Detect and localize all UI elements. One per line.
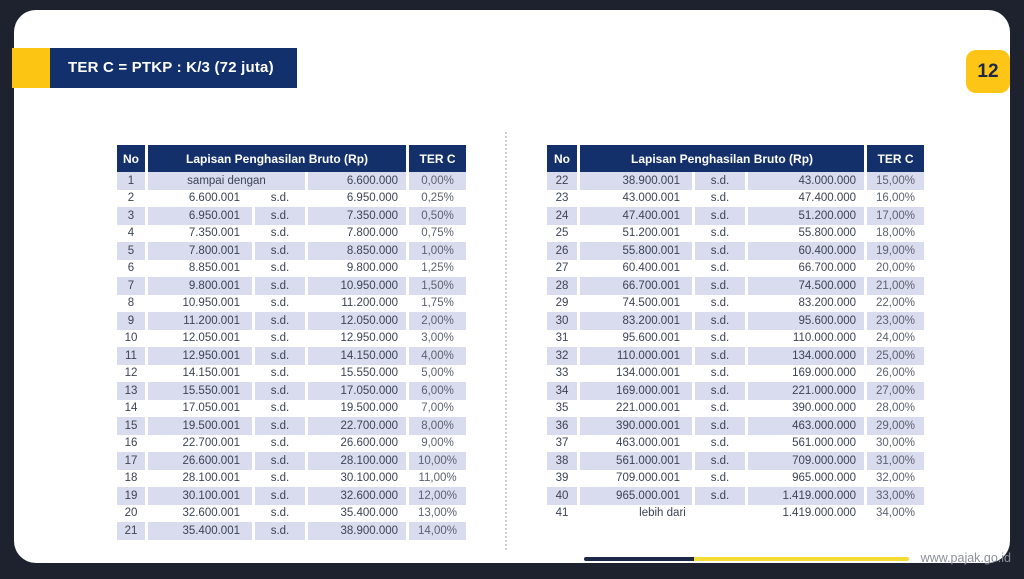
table-row bbox=[117, 330, 466, 348]
cell-range-to: 35.400.000 bbox=[340, 507, 399, 520]
page-title: TER C = PTKP : K/3 (72 juta) bbox=[50, 48, 297, 88]
cell-row-number: 11 bbox=[117, 347, 145, 365]
table-row bbox=[547, 452, 924, 470]
cell-row-number: 2 bbox=[127, 192, 135, 205]
cell-rate: 29,00% bbox=[867, 417, 924, 435]
table-row bbox=[117, 505, 466, 523]
cell-range-label: lebih dari bbox=[639, 507, 686, 520]
cell-range-to: 60.400.000 bbox=[748, 242, 864, 260]
cell-range-from: 221.000.001 bbox=[616, 402, 680, 415]
cell-range-to: 74.500.000 bbox=[748, 277, 864, 295]
cell-rate: 12,00% bbox=[409, 487, 466, 505]
cell-range-to: 390.000.000 bbox=[792, 402, 857, 415]
cell-rate: 31,00% bbox=[867, 452, 924, 470]
table-row bbox=[117, 487, 466, 505]
cell-range-from: 8.850.001 bbox=[188, 262, 240, 275]
table-row bbox=[547, 487, 924, 505]
cell-rate: 1,00% bbox=[409, 242, 466, 260]
cell-row-number: 5 bbox=[117, 242, 145, 260]
table-row bbox=[117, 522, 466, 540]
cell-range-from: 43.000.001 bbox=[622, 192, 680, 205]
table-row bbox=[547, 172, 924, 190]
cell-rate: 6,00% bbox=[409, 382, 466, 400]
cell-rate: 25,00% bbox=[867, 347, 924, 365]
cell-rate: 34,00% bbox=[876, 507, 916, 520]
cell-range-from: 51.200.001 bbox=[622, 227, 680, 240]
cell-range-from: 7.800.001 bbox=[148, 242, 252, 260]
cell-range-separator: s.d. bbox=[255, 242, 305, 260]
cell-rate: 0,25% bbox=[421, 192, 454, 205]
cell-rate: 23,00% bbox=[867, 312, 924, 330]
title-accent-square bbox=[12, 48, 50, 88]
cell-range-separator: s.d. bbox=[270, 472, 290, 485]
footer-accent-line-yellow bbox=[694, 557, 909, 561]
cell-range-from: 32.600.001 bbox=[182, 507, 240, 520]
cell-row-number: 28 bbox=[547, 277, 577, 295]
cell-range-to: 463.000.000 bbox=[748, 417, 864, 435]
table-row bbox=[117, 382, 466, 400]
cell-rate: 13,00% bbox=[418, 507, 458, 520]
cell-range-to: 110.000.000 bbox=[792, 332, 857, 345]
cell-rate: 21,00% bbox=[867, 277, 924, 295]
cell-range-to: 22.700.000 bbox=[308, 417, 406, 435]
table-row bbox=[117, 277, 466, 295]
table-row bbox=[547, 417, 924, 435]
cell-range-separator: s.d. bbox=[695, 277, 745, 295]
cell-range-separator: s.d. bbox=[695, 382, 745, 400]
cell-range-from: 74.500.001 bbox=[622, 297, 680, 310]
table-row bbox=[117, 260, 466, 278]
table-row bbox=[547, 277, 924, 295]
header-range: Lapisan Penghasilan Bruto (Rp) bbox=[148, 145, 406, 172]
cell-row-number: 10 bbox=[124, 332, 138, 345]
cell-range-separator: s.d. bbox=[255, 207, 305, 225]
cell-range-to: 965.000.000 bbox=[792, 472, 857, 485]
cell-range-from: 95.600.001 bbox=[622, 332, 680, 345]
cell-row-number: 20 bbox=[124, 507, 138, 520]
cell-row-number: 38 bbox=[547, 452, 577, 470]
cell-row-number: 25 bbox=[555, 227, 569, 240]
cell-range-from: 47.400.001 bbox=[580, 207, 692, 225]
cell-rate: 15,00% bbox=[867, 172, 924, 190]
cell-range-separator: s.d. bbox=[695, 312, 745, 330]
cell-row-number: 3 bbox=[117, 207, 145, 225]
slide-card bbox=[14, 10, 1010, 563]
cell-range-from: 28.100.001 bbox=[182, 472, 240, 485]
cell-rate: 33,00% bbox=[867, 487, 924, 505]
cell-rate: 4,00% bbox=[409, 347, 466, 365]
cell-range-separator: s.d. bbox=[255, 382, 305, 400]
table-row bbox=[547, 400, 924, 418]
cell-range-from: 6.950.001 bbox=[148, 207, 252, 225]
cell-row-number: 30 bbox=[547, 312, 577, 330]
cell-row-number: 4 bbox=[127, 227, 135, 240]
cell-range-separator: s.d. bbox=[255, 347, 305, 365]
cell-rate: 19,00% bbox=[867, 242, 924, 260]
cell-row-number: 16 bbox=[124, 437, 138, 450]
cell-rate: 0,50% bbox=[409, 207, 466, 225]
cell-range-separator: s.d. bbox=[270, 402, 290, 415]
cell-range-separator: s.d. bbox=[710, 367, 730, 380]
cell-row-number: 39 bbox=[555, 472, 569, 485]
table-row bbox=[117, 347, 466, 365]
cell-range-label: sampai dengan bbox=[148, 172, 305, 190]
cell-row-number: 14 bbox=[124, 402, 138, 415]
cell-rate: 10,00% bbox=[409, 452, 466, 470]
cell-row-number: 32 bbox=[547, 347, 577, 365]
table-header-row bbox=[117, 145, 466, 172]
cell-range-separator: s.d. bbox=[270, 507, 290, 520]
table-row bbox=[117, 365, 466, 383]
cell-rate: 1,75% bbox=[421, 297, 454, 310]
cell-range-from: 12.050.001 bbox=[182, 332, 240, 345]
cell-range-from: 38.900.001 bbox=[580, 172, 692, 190]
bracket-table-left bbox=[114, 145, 466, 540]
cell-rate: 7,00% bbox=[421, 402, 454, 415]
cell-range-from: 14.150.001 bbox=[182, 367, 240, 380]
cell-range-from: 11.200.001 bbox=[148, 312, 252, 330]
cell-range-separator: s.d. bbox=[710, 402, 730, 415]
cell-row-number: 36 bbox=[547, 417, 577, 435]
table-row bbox=[117, 417, 466, 435]
cell-row-number: 34 bbox=[547, 382, 577, 400]
table-row bbox=[547, 260, 924, 278]
header-no: No bbox=[547, 145, 577, 172]
table-row bbox=[547, 312, 924, 330]
cell-range-separator: s.d. bbox=[710, 262, 730, 275]
cell-row-number: 27 bbox=[555, 262, 569, 275]
cell-range-from: 169.000.001 bbox=[580, 382, 692, 400]
table-row bbox=[117, 225, 466, 243]
table-row bbox=[117, 452, 466, 470]
cell-range-to: 8.850.000 bbox=[308, 242, 406, 260]
cell-rate: 24,00% bbox=[876, 332, 916, 345]
table-header bbox=[547, 145, 924, 172]
cell-range-to: 32.600.000 bbox=[308, 487, 406, 505]
cell-range-to: 7.350.000 bbox=[308, 207, 406, 225]
cell-rate: 3,00% bbox=[421, 332, 454, 345]
cell-row-number: 29 bbox=[555, 297, 569, 310]
cell-range-to: 6.950.000 bbox=[346, 192, 399, 205]
table-row bbox=[547, 242, 924, 260]
cell-range-from: 390.000.001 bbox=[580, 417, 692, 435]
cell-row-number: 26 bbox=[547, 242, 577, 260]
table-row bbox=[117, 435, 466, 453]
table-row bbox=[117, 295, 466, 313]
cell-range-separator: s.d. bbox=[255, 452, 305, 470]
table-row bbox=[547, 330, 924, 348]
cell-row-number: 21 bbox=[117, 522, 145, 540]
cell-range-separator: s.d. bbox=[710, 192, 730, 205]
table-row bbox=[547, 225, 924, 243]
cell-rate: 28,00% bbox=[876, 402, 916, 415]
cell-range-from: 12.950.001 bbox=[148, 347, 252, 365]
header-range: Lapisan Penghasilan Bruto (Rp) bbox=[580, 145, 864, 172]
cell-range-separator: s.d. bbox=[710, 472, 730, 485]
cell-range-to: 19.500.000 bbox=[340, 402, 399, 415]
table-row bbox=[117, 190, 466, 208]
cell-range-to: 38.900.000 bbox=[308, 522, 406, 540]
cell-row-number: 24 bbox=[547, 207, 577, 225]
cell-range-separator: s.d. bbox=[255, 312, 305, 330]
cell-range-to: 1.419.000.000 bbox=[748, 487, 864, 505]
cell-range-to: 15.550.000 bbox=[340, 367, 399, 380]
cell-range-from: 55.800.001 bbox=[580, 242, 692, 260]
cell-range-separator: s.d. bbox=[710, 332, 730, 345]
cell-range-to: 95.600.000 bbox=[748, 312, 864, 330]
cell-rate: 14,00% bbox=[409, 522, 466, 540]
cell-range-separator: s.d. bbox=[270, 262, 290, 275]
header-rate: TER C bbox=[409, 145, 466, 172]
cell-range-to: 30.100.000 bbox=[340, 472, 399, 485]
cell-range-to: 561.000.000 bbox=[792, 437, 857, 450]
cell-range-to: 7.800.000 bbox=[346, 227, 399, 240]
cell-range-separator: s.d. bbox=[270, 332, 290, 345]
cell-row-number: 40 bbox=[547, 487, 577, 505]
cell-rate: 1,25% bbox=[421, 262, 454, 275]
cell-rate: 2,00% bbox=[409, 312, 466, 330]
cell-range-to: 9.800.000 bbox=[346, 262, 399, 275]
cell-rate: 26,00% bbox=[876, 367, 916, 380]
cell-range-to: 47.400.000 bbox=[798, 192, 857, 205]
cell-rate: 0,75% bbox=[421, 227, 454, 240]
cell-row-number: 19 bbox=[117, 487, 145, 505]
cell-rate: 16,00% bbox=[876, 192, 916, 205]
cell-row-number: 9 bbox=[117, 312, 145, 330]
table-row bbox=[547, 295, 924, 313]
cell-rate: 11,00% bbox=[418, 472, 457, 485]
cell-range-separator: s.d. bbox=[270, 192, 290, 205]
cell-range-to: 6.600.000 bbox=[308, 172, 406, 190]
table-header bbox=[117, 145, 466, 172]
cell-rate: 9,00% bbox=[421, 437, 454, 450]
cell-row-number: 37 bbox=[555, 437, 569, 450]
cell-range-from: 15.550.001 bbox=[148, 382, 252, 400]
cell-row-number: 18 bbox=[124, 472, 138, 485]
bracket-table bbox=[544, 145, 927, 522]
page-number-badge: 12 bbox=[966, 50, 1010, 93]
cell-range-from: 17.050.001 bbox=[182, 402, 240, 415]
cell-range-separator: s.d. bbox=[695, 172, 745, 190]
cell-range-to: 28.100.000 bbox=[308, 452, 406, 470]
cell-row-number: 41 bbox=[555, 507, 569, 520]
table-row bbox=[547, 435, 924, 453]
table-row bbox=[117, 207, 466, 225]
cell-rate: 17,00% bbox=[867, 207, 924, 225]
table-row bbox=[547, 365, 924, 383]
cell-range-from: 83.200.001 bbox=[580, 312, 692, 330]
cell-range-separator: s.d. bbox=[695, 487, 745, 505]
cell-range-from: 134.000.001 bbox=[616, 367, 680, 380]
cell-rate: 30,00% bbox=[876, 437, 916, 450]
cell-row-number: 23 bbox=[555, 192, 569, 205]
cell-range-to: 169.000.000 bbox=[792, 367, 857, 380]
cell-range-separator: s.d. bbox=[270, 367, 290, 380]
cell-row-number: 12 bbox=[124, 367, 138, 380]
cell-range-to: 11.200.000 bbox=[341, 297, 399, 310]
header-no: No bbox=[117, 145, 145, 172]
cell-range-separator: s.d. bbox=[710, 297, 730, 310]
cell-range-from: 22.700.001 bbox=[182, 437, 240, 450]
cell-rate: 20,00% bbox=[876, 262, 916, 275]
footer-accent-line-navy bbox=[584, 557, 694, 561]
cell-range-to: 26.600.000 bbox=[340, 437, 399, 450]
cell-range-separator: s.d. bbox=[255, 277, 305, 295]
cell-range-separator: s.d. bbox=[695, 242, 745, 260]
cell-range-to: 12.050.000 bbox=[308, 312, 406, 330]
cell-row-number: 35 bbox=[555, 402, 569, 415]
cell-rate: 1,50% bbox=[409, 277, 466, 295]
cell-range-to: 10.950.000 bbox=[308, 277, 406, 295]
cell-range-from: 66.700.001 bbox=[580, 277, 692, 295]
cell-range-separator: s.d. bbox=[255, 487, 305, 505]
cell-range-from: 26.600.001 bbox=[148, 452, 252, 470]
table-row bbox=[117, 400, 466, 418]
cell-range-separator: s.d. bbox=[710, 437, 730, 450]
cell-row-number: 7 bbox=[117, 277, 145, 295]
header-rate: TER C bbox=[867, 145, 924, 172]
cell-range-separator: s.d. bbox=[270, 227, 290, 240]
cell-range-separator: s.d. bbox=[710, 227, 730, 240]
cell-row-number: 17 bbox=[117, 452, 145, 470]
bracket-table bbox=[114, 145, 469, 540]
cell-range-from: 7.350.001 bbox=[188, 227, 240, 240]
cell-range-to: 17.050.000 bbox=[308, 382, 406, 400]
cell-range-to: 12.950.000 bbox=[340, 332, 399, 345]
cell-range-separator: s.d. bbox=[270, 437, 290, 450]
cell-row-number: 22 bbox=[547, 172, 577, 190]
cell-range-from: 10.950.001 bbox=[182, 297, 240, 310]
table-header-row bbox=[547, 145, 924, 172]
cell-row-number: 31 bbox=[555, 332, 569, 345]
cell-rate: 32,00% bbox=[876, 472, 916, 485]
cell-range-from: 60.400.001 bbox=[622, 262, 680, 275]
cell-range-from: 6.600.001 bbox=[188, 192, 240, 205]
footer-website-url: www.pajak.go.id bbox=[920, 551, 1011, 565]
cell-range-to: 51.200.000 bbox=[748, 207, 864, 225]
table-divider-dotted-line bbox=[505, 132, 507, 550]
cell-range-to: 83.200.000 bbox=[798, 297, 857, 310]
cell-rate: 27,00% bbox=[867, 382, 924, 400]
table-row bbox=[547, 347, 924, 365]
table-row bbox=[117, 172, 466, 190]
cell-rate: 0,00% bbox=[409, 172, 466, 190]
cell-range-separator: s.d. bbox=[695, 452, 745, 470]
cell-range-from: 463.000.001 bbox=[616, 437, 680, 450]
cell-range-separator: s.d. bbox=[270, 297, 290, 310]
table-row bbox=[547, 190, 924, 208]
cell-range-separator: s.d. bbox=[255, 522, 305, 540]
cell-range-separator: s.d. bbox=[695, 417, 745, 435]
cell-range-separator: s.d. bbox=[695, 347, 745, 365]
cell-row-number: 6 bbox=[127, 262, 135, 275]
table-row bbox=[547, 505, 924, 523]
cell-range-to: 14.150.000 bbox=[308, 347, 406, 365]
cell-rate: 8,00% bbox=[409, 417, 466, 435]
cell-range-from: 35.400.001 bbox=[148, 522, 252, 540]
cell-range-from: 9.800.001 bbox=[148, 277, 252, 295]
cell-range-from: 19.500.001 bbox=[148, 417, 252, 435]
table-row bbox=[547, 382, 924, 400]
cell-range-from: 30.100.001 bbox=[148, 487, 252, 505]
cell-row-number: 8 bbox=[127, 297, 135, 310]
table-row bbox=[117, 470, 466, 488]
cell-range-to: 709.000.000 bbox=[748, 452, 864, 470]
cell-range-to: 66.700.000 bbox=[798, 262, 857, 275]
cell-range-to: 55.800.000 bbox=[798, 227, 857, 240]
cell-row-number: 15 bbox=[117, 417, 145, 435]
cell-range-from: 965.000.001 bbox=[580, 487, 692, 505]
cell-range-to: 221.000.000 bbox=[748, 382, 864, 400]
table-row bbox=[547, 470, 924, 488]
table-row bbox=[117, 312, 466, 330]
cell-range-separator: s.d. bbox=[255, 417, 305, 435]
cell-rate: 22,00% bbox=[876, 297, 916, 310]
bracket-table-right bbox=[544, 145, 924, 522]
cell-range-to: 134.000.000 bbox=[748, 347, 864, 365]
cell-rate: 5,00% bbox=[421, 367, 454, 380]
cell-range-to: 1.419.000.000 bbox=[782, 507, 857, 520]
cell-row-number: 33 bbox=[555, 367, 569, 380]
cell-row-number: 1 bbox=[117, 172, 145, 190]
cell-range-to: 43.000.000 bbox=[748, 172, 864, 190]
cell-row-number: 13 bbox=[117, 382, 145, 400]
cell-range-from: 561.000.001 bbox=[580, 452, 692, 470]
cell-range-separator: s.d. bbox=[695, 207, 745, 225]
cell-range-from: 709.000.001 bbox=[616, 472, 680, 485]
cell-range-from: 110.000.001 bbox=[580, 347, 692, 365]
table-row bbox=[547, 207, 924, 225]
table-row bbox=[117, 242, 466, 260]
cell-rate: 18,00% bbox=[876, 227, 916, 240]
